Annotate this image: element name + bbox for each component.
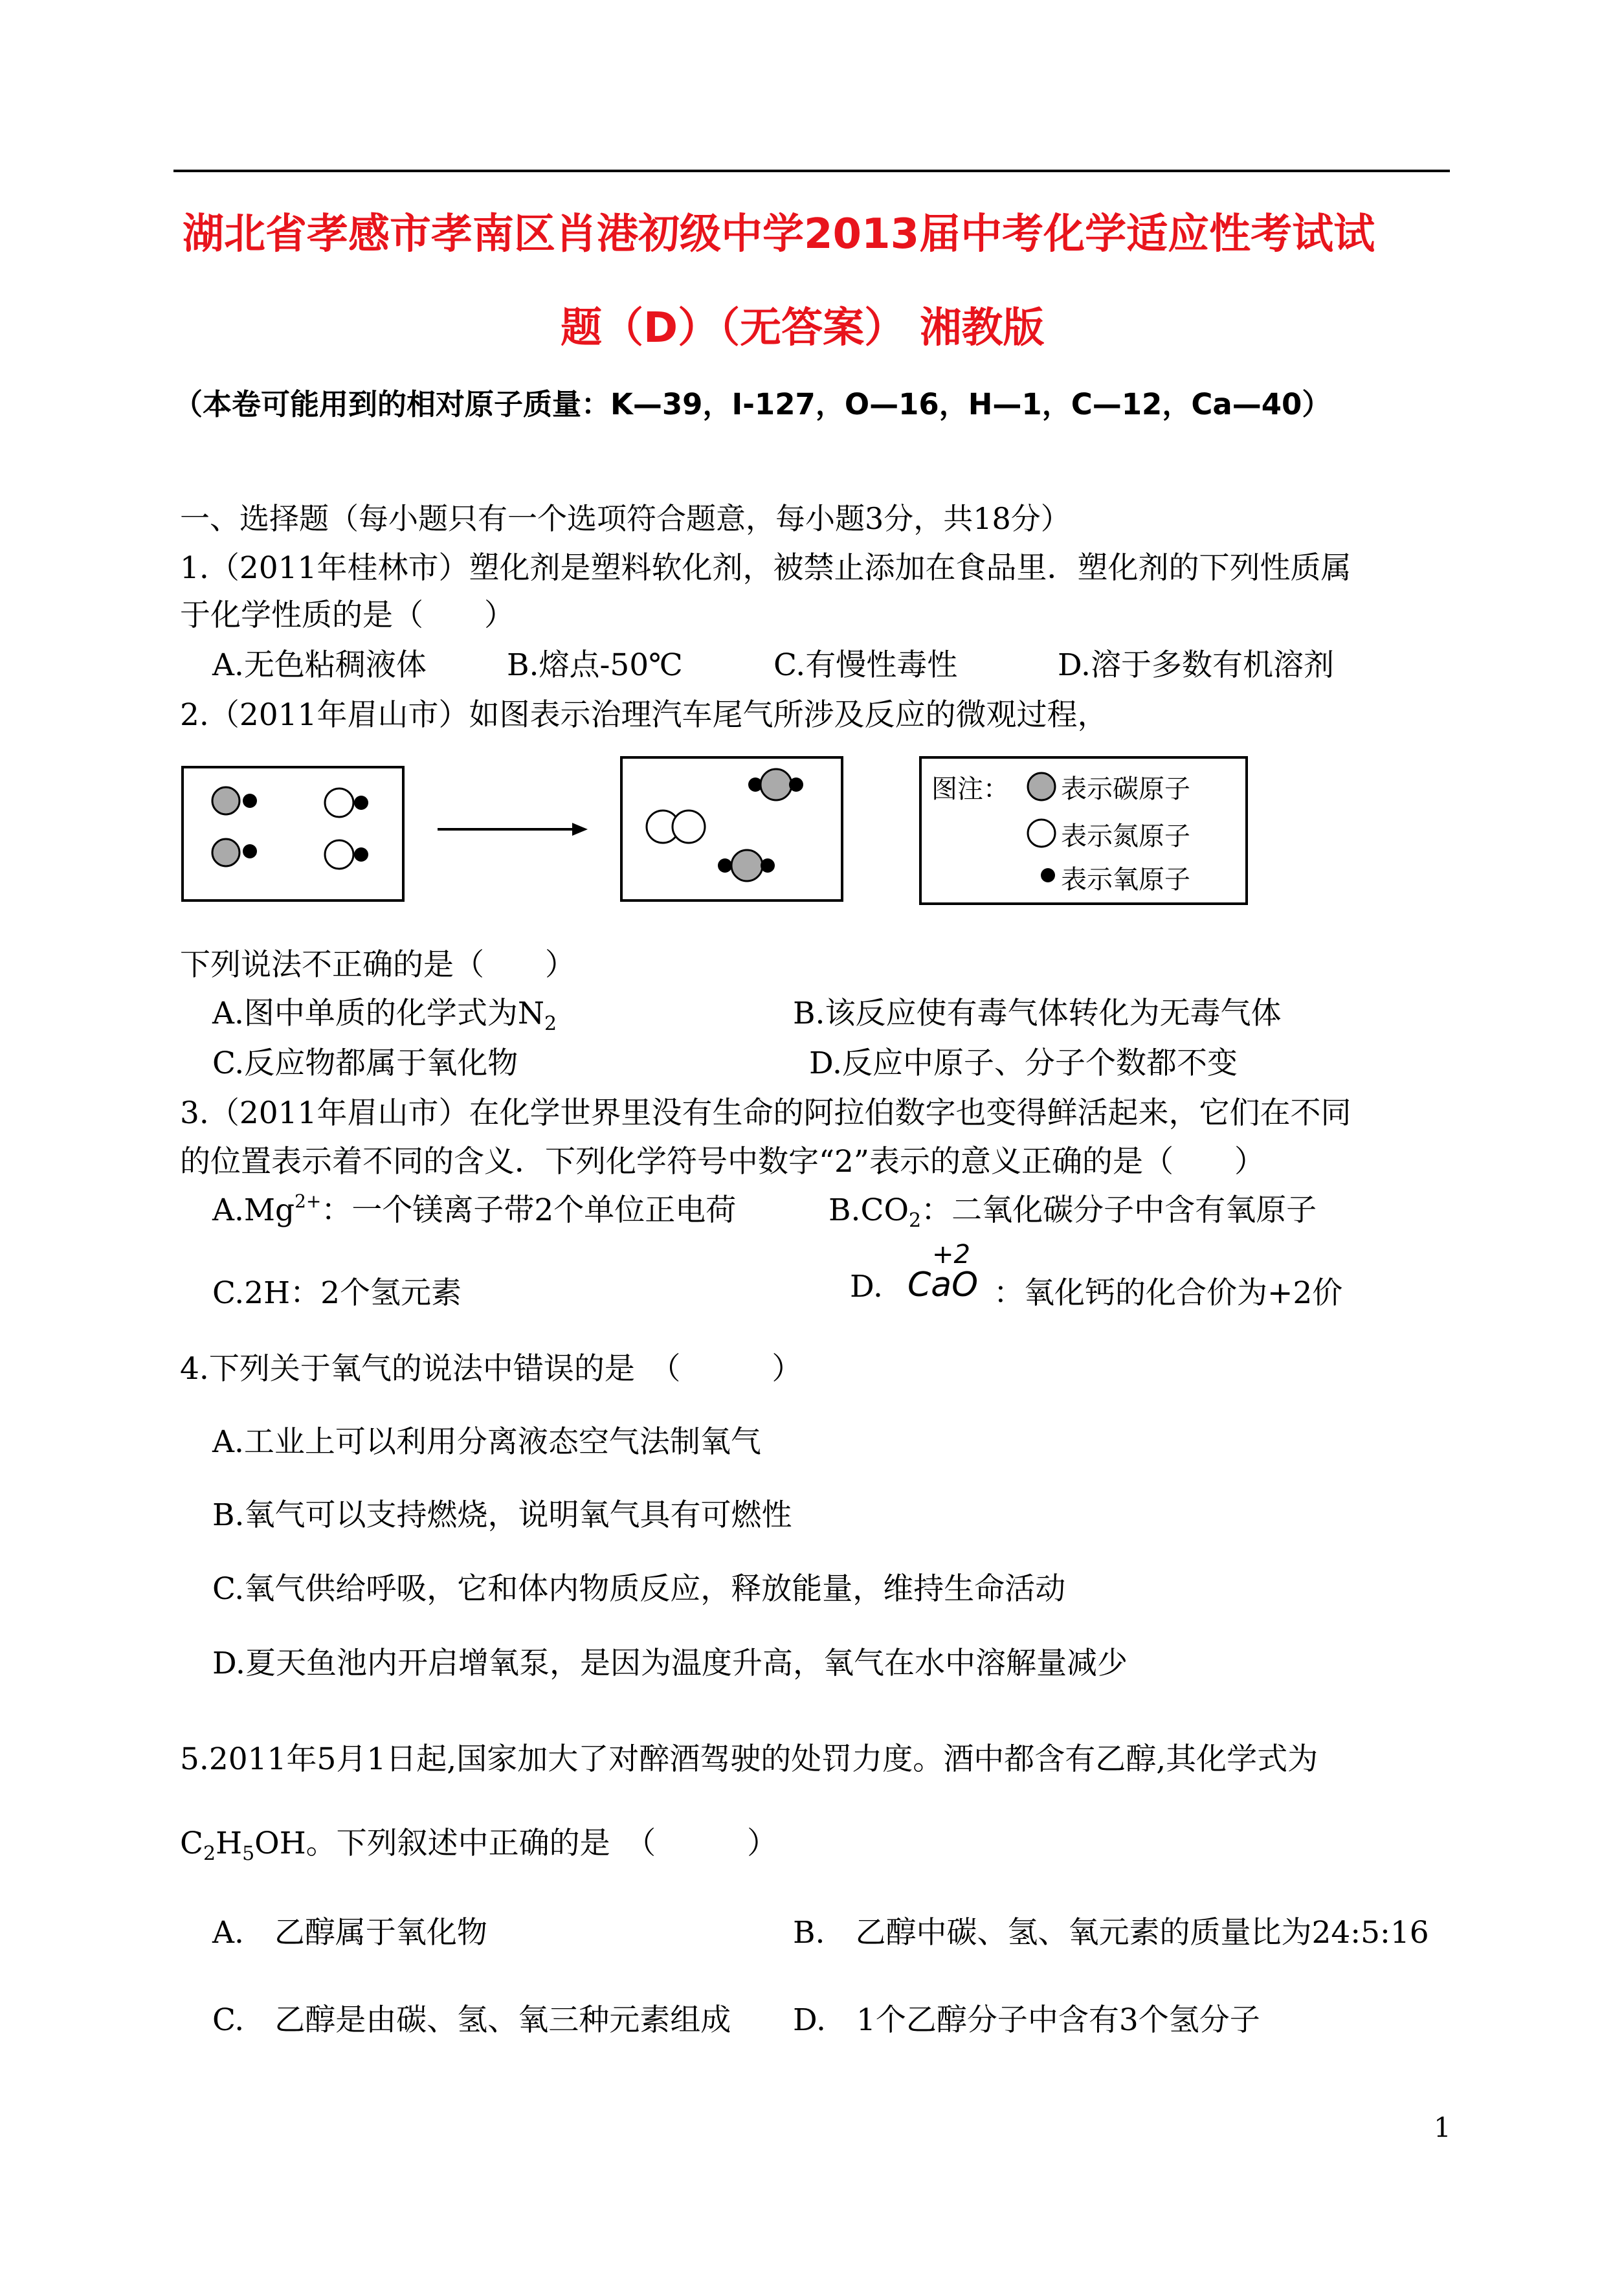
q4-option-d: D.夏天鱼池内开启增氧泵，是因为温度升高，氧气在水中溶解量减少 [212,1646,1128,1681]
legend-title: 图注： [931,774,1009,804]
q4-option-c: C.氧气供给呼吸，它和体内物质反应，释放能量，维持生命活动 [212,1571,1066,1607]
reactants-box [181,766,405,902]
oxygen-atom-icon [1038,866,1058,885]
q5-option-c: C. 乙醇是由碳、氢、氧三种元素组成 [212,2002,731,2038]
legend-oxygen: 表示氧原子 [1061,865,1190,895]
products-box [620,756,843,902]
legend-carbon: 表示碳原子 [1061,774,1190,804]
page-title-line1: 湖北省孝感市孝南区肖港初级中学2013届中考化学适应性考试试 [183,210,1375,258]
q2-option-c: C.反应物都属于氧化物 [212,1046,518,1081]
q3-option-d: ：氧化钙的化合价为+2价 [994,1275,1343,1311]
product-molecules [623,759,841,899]
q3-option-d-label: D. [850,1269,883,1304]
section-heading: 一、选择题（每小题只有一个选项符合题意，每小题3分，共18分） [180,501,1071,536]
co-molecule [212,787,257,814]
reactant-molecules [184,768,402,899]
no-molecule [325,840,368,869]
q5-option-b: B. 乙醇中碳、氢、氧元素的质量比为24:5:16 [793,1915,1429,1951]
q4-option-a: A.工业上可以利用分离液态空气法制氧气 [212,1424,761,1460]
q4-option-b: B.氧气可以支持燃烧，说明氧气具有可燃性 [212,1497,792,1533]
q1-option-d: D.溶于多数有机溶剂 [1058,647,1334,683]
q5-stem-line1: 5.2011年5月1日起,国家加大了对醉酒驾驶的处罚力度。酒中都含有乙醇,其化学式为 [180,1741,1318,1777]
q3-stem-line1: 3.（2011年眉山市）在化学世界里没有生命的阿拉伯数字也变得鲜活起来，它们在不同 [180,1095,1351,1131]
atomic-mass-note: （本卷可能用到的相对原子质量：K—39，I-127，O—16，H—1，C—12，Ca—40） [173,387,1331,421]
co2-molecule [748,769,803,800]
q1-stem-line2: 于化学性质的是（ ） [180,598,515,633]
q5-option-a: A. 乙醇属于氧化物 [212,1915,487,1951]
q3-option-c: C.2H：2个氢元素 [212,1275,462,1311]
carbon-atom-icon [1025,770,1058,803]
no-molecule [325,789,368,817]
q1-option-c: C.有慢性毒性 [773,647,958,683]
q2-stem: 2.（2011年眉山市）如图表示治理汽车尾气所涉及反应的微观过程， [180,697,1108,733]
top-rule [173,170,1450,172]
q1-option-a: A.无色粘稠液体 [212,647,427,683]
q5-stem-line2: $C_2H_5OH$。下列叙述中正确的是 （ ） [180,1826,778,1865]
q2-option-a: A.图中单质的化学式为$N_2$ [212,996,557,1035]
q3-formula-cao: CaO [907,1266,979,1304]
q1-stem-line1: 1.（2011年桂林市）塑化剂是塑料软化剂，被禁止添加在食品里．塑化剂的下列性质属 [180,550,1351,586]
legend-box [919,756,1248,905]
co2-molecule [718,850,775,881]
q2-ask: 下列说法不正确的是（ ） [180,947,575,983]
q5-option-d: D. 1个乙醇分子中含有3个氢分子 [793,2002,1260,2038]
co-molecule [212,839,257,866]
q3-option-a: $A.Mg^{2+}$：一个镁离子带2个单位正电荷 [212,1191,737,1228]
q3-stem-line2: 的位置表示着不同的含义．下列化学符号中数字“2”表示的意义正确的是（ ） [180,1144,1265,1180]
reaction-arrow [438,820,590,839]
nitrogen-atom-icon [1025,817,1058,849]
n2-molecule [647,811,705,843]
q3-valence-mark: +2 [932,1240,970,1270]
legend-nitrogen: 表示氮原子 [1061,822,1190,851]
q2-option-d: D.反应中原子、分子个数都不变 [809,1046,1238,1081]
q4-stem: 4.下列关于氧气的说法中错误的是 （ ） [180,1351,803,1387]
page-title-line2: 题（D）（无答案） 湘教版 [561,304,1045,352]
q1-option-b: B.熔点-50℃ [507,647,683,683]
q2-option-b: B.该反应使有毒气体转化为无毒气体 [793,996,1282,1031]
page-number: 1 [1434,2112,1451,2143]
q3-option-b: $B.CO_2$：二氧化碳分子中含有氧原子 [829,1192,1317,1232]
